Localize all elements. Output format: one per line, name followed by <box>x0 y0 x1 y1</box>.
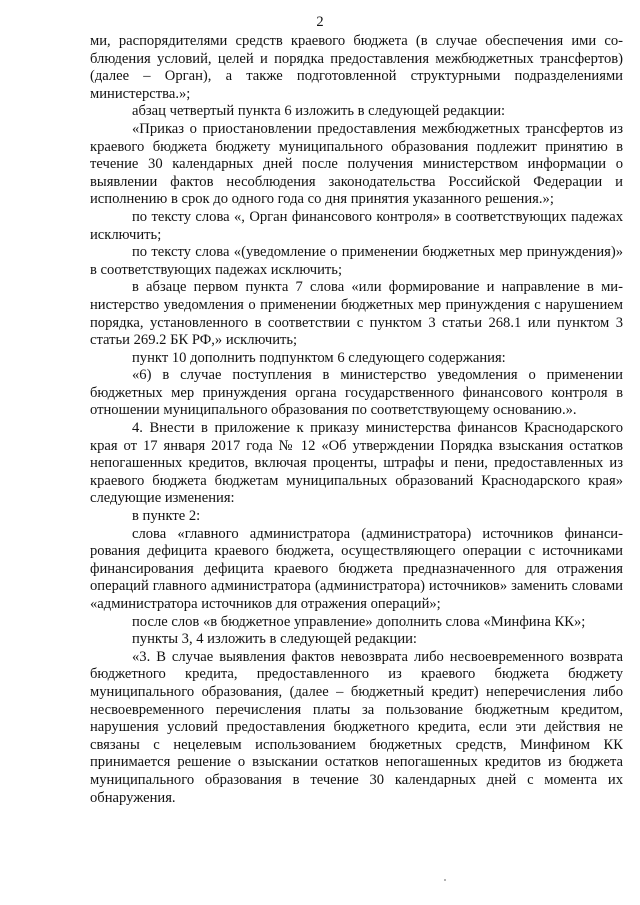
paragraph-14: «3. В случае выявления фактов невозврата либо несвоевременного возврата бюджетного кредита, предоставленного из краевого бюджета бюджету муниципального образования, (далее – бюджетный кредит) неперечисления либо несвоевременного перечисления платы за пользование бюджетным кредитом, нарушения условий предоставления бюджетного кредита, если эти действия не связаны с нецелевым использованием бюджетных средств, Минфином КК принимается решение о взыскании остатков непогашенных кредитов из бюджета муниципального образования в течение 30 календарных дней с момента их обнаружения. <box>90 648 623 806</box>
paragraph-7: пункт 10 дополнить подпунктом 6 следующего содержания: <box>132 349 506 366</box>
paragraph-2: абзац четвертый пункта 6 изложить в следующей редакции: <box>132 103 506 120</box>
document-body <box>90 33 623 807</box>
paragraph-8: «6) в случае поступления в министерство уведомления о применении бюджетных мер принуждения органа государственного финансового контроля в отношении муниципального образования по соответствующему основанию.». <box>90 367 623 419</box>
paragraph-1: ми, распорядителями средств краевого бюджета (в случае обеспечения ими соблюдения условий, целей и порядка предоставления межбюджетных трансфертов) (далее – Орган), а также подготовленной структурными подразделениями министерства.»; <box>90 33 623 102</box>
paragraph-4: по тексту слова «, Орган финансового контроля» в соответствующих падежах исключить; <box>90 208 623 243</box>
page-number: 2 <box>316 14 324 30</box>
paragraph-13: пункты 3, 4 изложить в следующей редакции: <box>132 631 417 648</box>
paragraph-3: «Приказ о приостановлении предоставления межбюджетных трансфертов из краевого бюджета бюджету муниципального образования подлежит принятию в течение 30 календарных дней после получения министерством информации о выявлении фактов несоблюдения законодательства Российской Федерации и исполнению в срок до одного года со дня принятия указанного решения.»; <box>90 120 623 208</box>
paragraph-6: в абзаце первом пункта 7 слова «или формирование и направление в министерство уведомления о применении бюджетных мер принуждения с нарушением порядка, установленного в соответствии с пунктом 3 статьи 268.1 или пунктом 3 статьи 269.2 БК РФ,» исключить; <box>90 279 623 349</box>
paragraph-10: в пункте 2: <box>132 508 201 525</box>
paragraph-11: слова «главного администратора (администратора) источников финансирования дефицита краевого бюджета, осуществляющего операции с источниками финансирования дефицита краевого бюджета предназначенного для отражения операций главного администратора (администратора) источников» заменить словами «администратора источников для отражения операций»; <box>90 525 623 612</box>
paragraph-5: по тексту слова «(уведомление о применении бюджетных мер принуждения)» в соответствующих падежах исключить; <box>90 244 623 278</box>
scan-speck <box>444 879 446 881</box>
paragraph-12: после слов «в бюджетное управление» дополнить слова «Минфина КК»; <box>132 613 586 630</box>
paragraph-9: 4. Внести в приложение к приказу министерства финансов Краснодарского края от 17 января 2017 года № 12 «Об утверждении Порядка взыскания остатков непогашенных кредитов, включая проценты, штрафы и пени, предоставленных из краевого бюджета бюджетам муниципальных образований Краснодарского края» следующие изменения: <box>90 420 623 507</box>
